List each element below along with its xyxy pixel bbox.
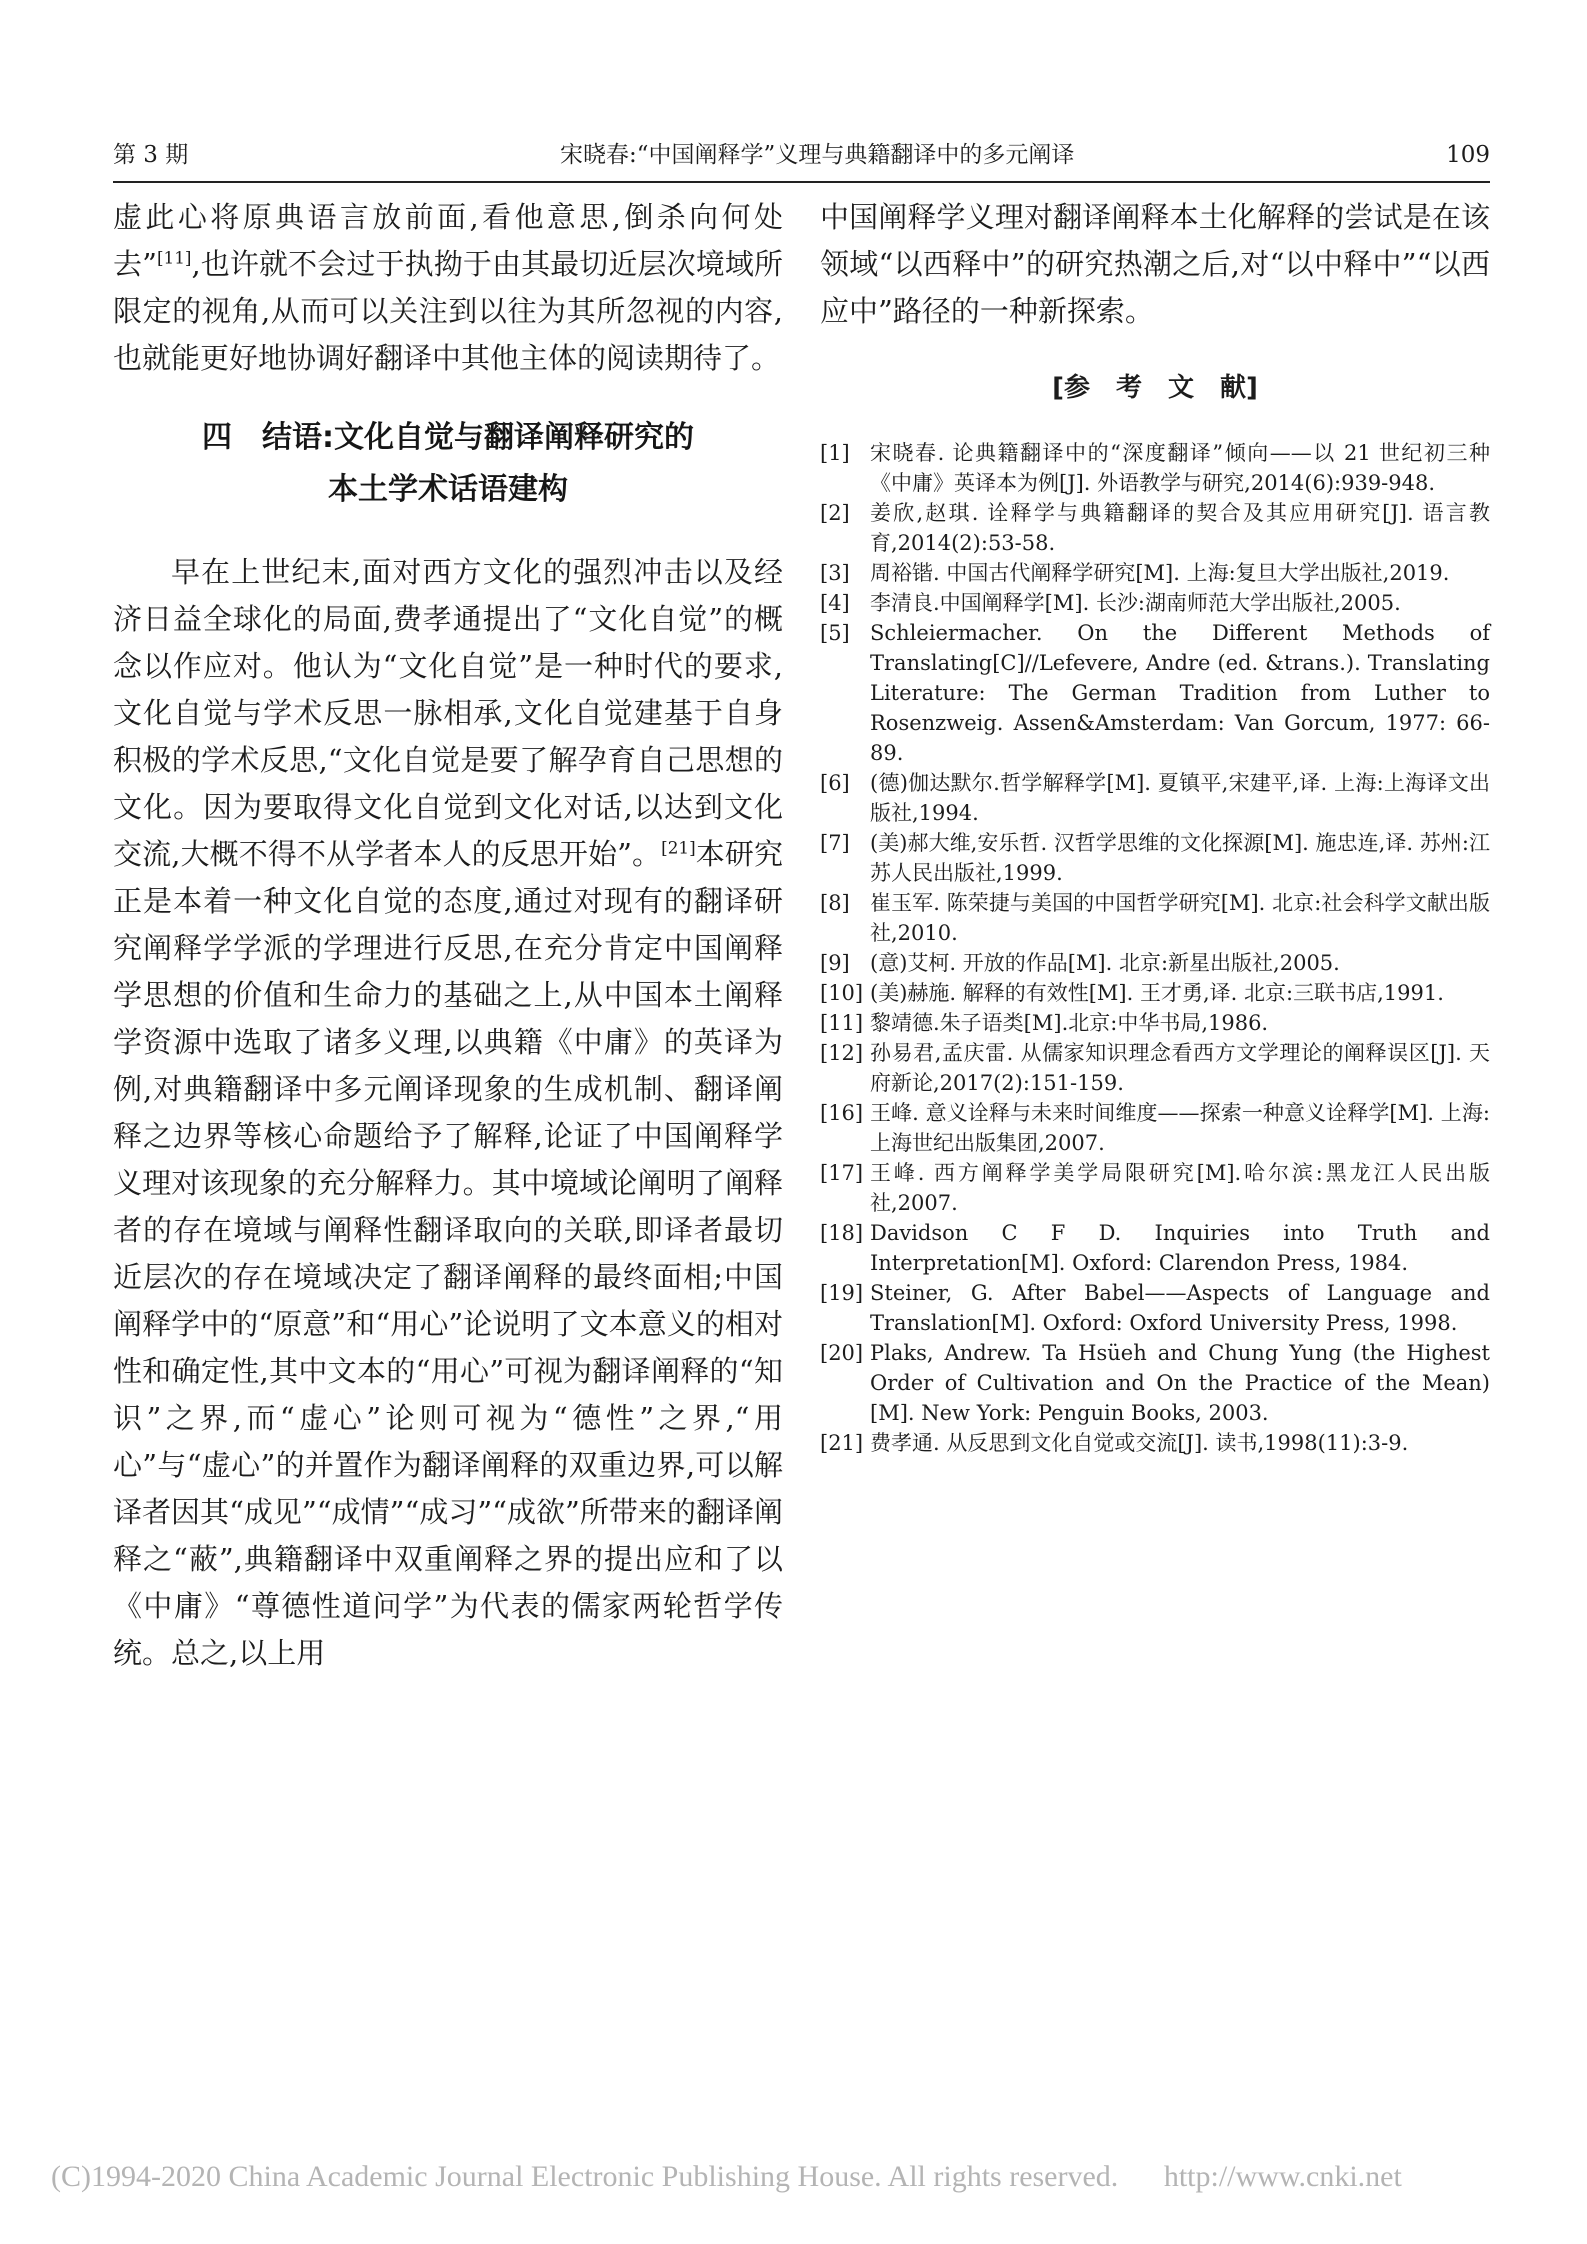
reference-number: [18] [820, 1221, 864, 1245]
paragraph-continuation-from-previous-page: 虚此心将原典语言放前面,看他意思,倒杀向何处去”[11],也许就不会过于执拗于由其最切近层次境域所限定的视角,从而可以关注到以往为其所忽视的内容,也就能更好地协调好翻译中其他主体的阅读期待了。 [113, 200, 783, 375]
reference-number: [21] [820, 1431, 864, 1455]
reference-text: Steiner, G. After Babel——Aspects of Language and Translation[M]. Oxford: Oxford University Press, 1998. [870, 1281, 1490, 1335]
references-heading: [参 考 文 献] [1052, 373, 1258, 403]
reference-item [820, 828, 1490, 888]
reference-number: [3] [820, 561, 850, 585]
reference-number: [17] [820, 1161, 864, 1185]
reference-number: [1] [820, 441, 850, 465]
reference-number: [10] [820, 981, 864, 1005]
reference-text: 王峰. 意义诠释与未来时间维度——探索一种意义诠释学[M]. 上海:上海世纪出版集团,2007. [870, 1101, 1490, 1155]
reference-text: 姜欣,赵琪. 诠释学与典籍翻译的契合及其应用研究[J]. 语言教育,2014(2):53-58. [870, 501, 1490, 555]
reference-text: 费孝通. 从反思到文化自觉或交流[J]. 读书,1998(11):3-9. [870, 1431, 1409, 1455]
section-heading [113, 412, 783, 516]
issue-label: 第 3 期 [113, 142, 189, 168]
reference-item [820, 618, 1490, 768]
right-column [820, 194, 1490, 1677]
references-list [820, 438, 1490, 1458]
reference-item [820, 1098, 1490, 1158]
reference-number: [9] [820, 951, 850, 975]
reference-item [820, 1038, 1490, 1098]
reference-item [820, 888, 1490, 948]
reference-item [820, 1158, 1490, 1218]
reference-number: [2] [820, 501, 850, 525]
reference-text: 周裕锴. 中国古代阐释学研究[M]. 上海:复旦大学出版社,2019. [870, 561, 1450, 585]
reference-item [820, 1338, 1490, 1428]
citation-superscript: [11] [156, 247, 192, 268]
reference-item [820, 978, 1490, 1008]
reference-text: Schleiermacher. On the Different Methods of Translating[C]//Lefevere, Andre (ed. &trans.). Translating Literature: The German Tradition from Luther to Rosenzweig. Assen&Amsterdam: Van Gorcum, 1977: 66-89. [870, 621, 1490, 765]
reference-item [820, 1428, 1490, 1458]
reference-text: 宋晓春. 论典籍翻译中的“深度翻译”倾向——以 21 世纪初三种《中庸》英译本为例[J]. 外语教学与研究,2014(6):939-948. [870, 441, 1490, 495]
running-title: 宋晓春:“中国阐释学”义理与典籍翻译中的多元阐译 [560, 142, 1075, 168]
reference-text: Davidson C F D. Inquiries into Truth and Interpretation[M]. Oxford: Clarendon Press, 1984. [870, 1221, 1490, 1275]
two-column-body [113, 194, 1490, 1677]
reference-item [820, 1008, 1490, 1038]
section-heading-line1: 四 结语:文化自觉与翻译阐释研究的 [202, 420, 694, 455]
reference-text: 黎靖德.朱子语类[M].北京:中华书局,1986. [870, 1011, 1269, 1035]
reference-number: [20] [820, 1341, 864, 1365]
reference-text: (德)伽达默尔.哲学解释学[M]. 夏镇平,宋建平,译. 上海:上海译文出版社,1994. [870, 771, 1490, 825]
reference-number: [16] [820, 1101, 864, 1125]
conclusion-paragraph: 早在上世纪末,面对西方文化的强烈冲击以及经济日益全球化的局面,费孝通提出了“文化自觉”的概念以作应对。他认为“文化自觉”是一种时代的要求,文化自觉与学术反思一脉相承,文化自觉建基于自身积极的学术反思,“文化自觉是要了解孕育自己思想的文化。因为要取得文化自觉到文化对话,以达到文化交流,大概不得不从学者本人的反思开始”。[21]本研究正是本着一种文化自觉的态度,通过对现有的翻译研究阐释学学派的学理进行反思,在充分肯定中国阐释学思想的价值和生命力的基础之上,从中国本土阐释学资源中选取了诸多义理,以典籍《中庸》的英译为例,对典籍翻译中多元阐译现象的生成机制、翻译阐释之边界等核心命题给予了解释,论证了中国阐释学义理对该现象的充分解释力。其中境域论阐明了阐释者的存在境域与阐释性翻译取向的关联,即译者最切近层次的存在境域决定了翻译阐释的最终面相;中国阐释学中的“原意”和“用心”论说明了文本意义的相对性和确定性,其中文本的“用心”可视为翻译阐释的“知识”之界,而“虚心”论则可视为“德性”之界,“用心”与“虚心”的并置作为翻译阐释的双重边界,可以解译者因其“成见”“成情”“成习”“成欲”所带来的翻译阐释之“蔽”,典籍翻译中双重阐释之界的提出应和了以《中庸》“尊德性道问学”为代表的儒家两轮哲学传统。总之,以上用 [113, 555, 783, 1670]
reference-text: 王峰. 西方阐释学美学局限研究[M].哈尔滨:黑龙江人民出版社,2007. [870, 1161, 1490, 1215]
reference-text: (意)艾柯. 开放的作品[M]. 北京:新星出版社,2005. [870, 951, 1340, 975]
reference-text: 孙易君,孟庆雷. 从儒家知识理念看西方文学理论的阐释误区[J]. 天府新论,2017(2):151-159. [870, 1041, 1490, 1095]
reference-item [820, 558, 1490, 588]
reference-text: (美)郝大维,安乐哲. 汉哲学思维的文化探源[M]. 施忠连,译. 苏州:江苏人民出版社,1999. [870, 831, 1490, 885]
copyright-text: (C)1994-2020 China Academic Journal Electronic Publishing House. All rights reserved. [51, 2160, 1119, 2193]
reference-number: [7] [820, 831, 850, 855]
reference-text: (美)赫施. 解释的有效性[M]. 王才勇,译. 北京:三联书店,1991. [870, 981, 1444, 1005]
reference-number: [8] [820, 891, 850, 915]
reference-item [820, 498, 1490, 558]
paragraph-continuation-right: 中国阐释学义理对翻译阐释本土化解释的尝试是在该领域“以西释中”的研究热潮之后,对“以中释中”“以西应中”路径的一种新探索。 [820, 200, 1490, 328]
reference-item [820, 768, 1490, 828]
reference-item [820, 1218, 1490, 1278]
reference-number: [5] [820, 621, 850, 645]
reference-item [820, 948, 1490, 978]
page-number: 109 [1446, 142, 1490, 168]
reference-text: 李清良.中国阐释学[M]. 长沙:湖南师范大学出版社,2005. [870, 591, 1401, 615]
page-footer [51, 2160, 1402, 2194]
reference-number: [4] [820, 591, 850, 615]
footer-url: http://www.cnki.net [1163, 2160, 1402, 2193]
left-column [113, 194, 783, 1677]
page-header [113, 136, 1490, 183]
reference-item [820, 588, 1490, 618]
reference-number: [12] [820, 1041, 864, 1065]
section-heading-line2: 本土学术话语建构 [328, 472, 568, 507]
reference-item [820, 438, 1490, 498]
reference-number: [19] [820, 1281, 864, 1305]
reference-item [820, 1278, 1490, 1338]
reference-number: [11] [820, 1011, 864, 1035]
reference-text: 崔玉军. 陈荣捷与美国的中国哲学研究[M]. 北京:社会科学文献出版社,2010. [870, 891, 1490, 945]
citation-superscript: [21] [661, 837, 696, 858]
reference-text: Plaks, Andrew. Ta Hsüeh and Chung Yung (the Highest Order of Cultivation and On the Practice of the Mean)[M]. New York: Penguin Books, 2003. [870, 1341, 1490, 1425]
reference-number: [6] [820, 771, 850, 795]
